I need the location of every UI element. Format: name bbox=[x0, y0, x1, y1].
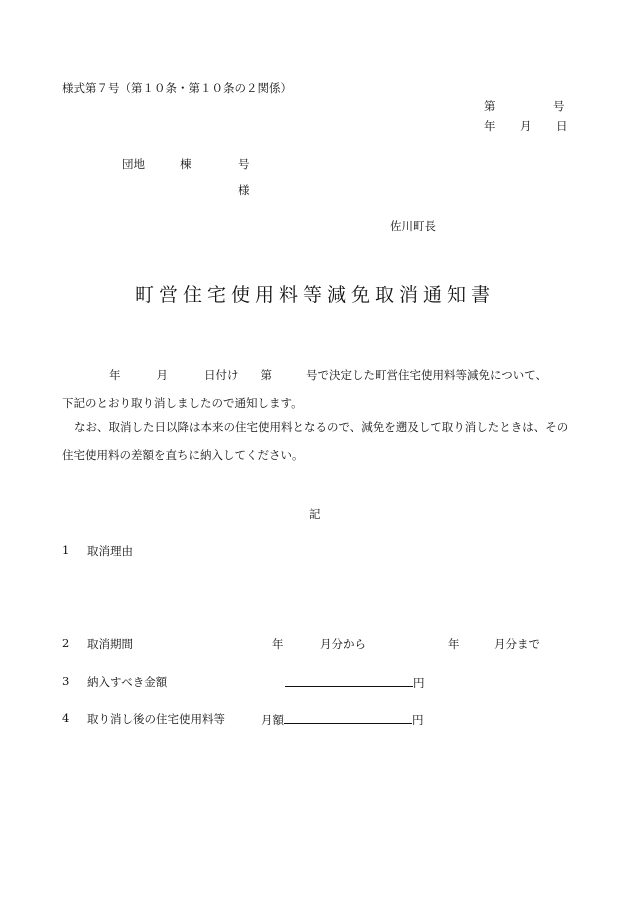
addressee-tou: 棟 bbox=[180, 157, 192, 171]
body-dated: 日付け bbox=[204, 368, 239, 382]
document-number-dai: 第 bbox=[484, 99, 496, 113]
item-4-label: 取り消し後の住宅使用料等 bbox=[87, 712, 225, 726]
item-3-amount-line bbox=[285, 674, 413, 687]
item-2-from-month: 月分から bbox=[320, 637, 366, 651]
date-month: 月 bbox=[520, 119, 532, 133]
addressee-sama: 様 bbox=[238, 183, 250, 197]
ki-heading: 記 bbox=[309, 507, 321, 521]
body-paragraph-2: なお、取消した日以降は本来の住宅使用料となるので、減免を遡及して取り消したときは、その住宅使用料の差額を直ちに納入してください。 bbox=[62, 420, 569, 462]
form-label: 様式第７号（第１０条・第１０条の２関係） bbox=[62, 81, 292, 95]
item-2-from-year: 年 bbox=[272, 637, 284, 651]
document-title: 町営住宅使用料等減免取消通知書 bbox=[134, 284, 495, 306]
item-3-label: 納入すべき金額 bbox=[87, 675, 168, 689]
addressee-go: 号 bbox=[238, 157, 250, 171]
body-line1-rest: 号で決定した町営住宅使用料等減免について、 bbox=[306, 368, 548, 382]
body-line-2: 下記のとおり取り消しましたので通知します。 bbox=[62, 396, 303, 410]
item-4-number: 4 bbox=[62, 711, 70, 725]
item-1-label: 取消理由 bbox=[87, 544, 133, 558]
date-day: 日 bbox=[556, 119, 568, 133]
addressee-danchi: 団地 bbox=[122, 157, 145, 171]
document-number-go: 号 bbox=[553, 99, 565, 113]
item-3-unit: 円 bbox=[413, 676, 425, 690]
item-1-number: 1 bbox=[62, 543, 70, 557]
item-4-amount-line bbox=[284, 711, 412, 724]
body-paragraph-1 bbox=[62, 361, 572, 417]
item-4-unit: 円 bbox=[412, 713, 424, 727]
sender-name: 佐川町長 bbox=[390, 219, 436, 233]
body-dai: 第 bbox=[260, 368, 272, 382]
item-3-number: 3 bbox=[62, 674, 70, 688]
date-year: 年 bbox=[484, 119, 496, 133]
body-year: 年 bbox=[109, 368, 121, 382]
item-3-amount-field bbox=[285, 674, 425, 691]
item-4-amount-field bbox=[261, 711, 424, 728]
item-2-to-year: 年 bbox=[448, 637, 460, 651]
body-month: 月 bbox=[156, 368, 168, 382]
item-2-label: 取消期間 bbox=[87, 637, 133, 651]
item-2-number: 2 bbox=[62, 636, 70, 650]
item-2-to-month: 月分まで bbox=[494, 637, 540, 651]
item-4-prefix: 月額 bbox=[261, 713, 284, 727]
